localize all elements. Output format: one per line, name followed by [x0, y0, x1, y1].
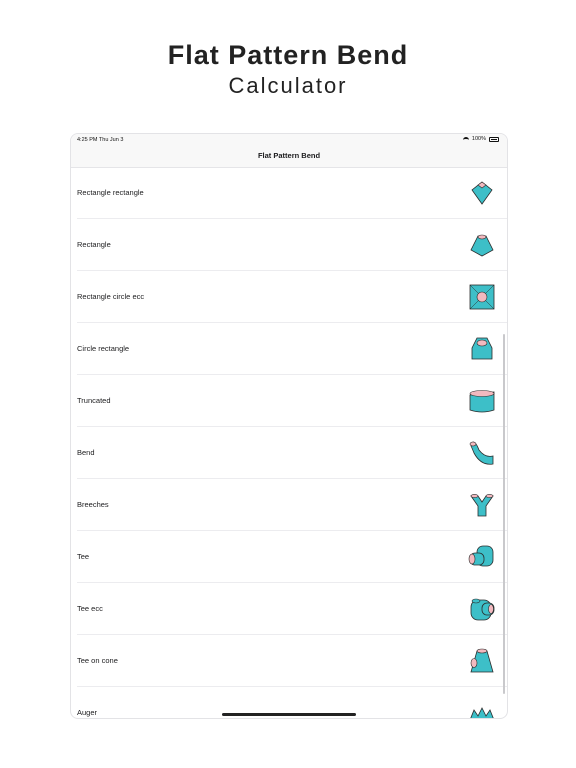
device-screen — [70, 133, 508, 719]
battery-icon — [489, 137, 499, 142]
list-item-tee-on-cone[interactable] — [77, 635, 507, 687]
list-item-label: Bend — [77, 448, 95, 457]
list-item-tee-ecc[interactable] — [77, 583, 507, 635]
list-item-label: Tee — [77, 552, 90, 561]
rectangle-circle-ecc-icon — [467, 282, 497, 312]
shape-list — [71, 167, 507, 719]
truncated-cylinder-icon — [467, 386, 497, 416]
status-time: 4:25 PM Thu Jun 3 — [77, 137, 124, 143]
list-item-rectangle-rectangle[interactable] — [77, 167, 507, 219]
list-item-label: Truncated — [77, 396, 111, 405]
pipe-bend-icon — [467, 438, 497, 468]
list-item-bend[interactable] — [77, 427, 507, 479]
hero-title: Flat Pattern Bend — [167, 40, 409, 70]
scrollbar[interactable] — [503, 334, 505, 694]
list-item-label: Rectangle — [77, 240, 111, 249]
list-item-breeches[interactable] — [77, 479, 507, 531]
list-item-label: Tee ecc — [77, 604, 103, 613]
home-indicator[interactable] — [222, 713, 356, 716]
wifi-icon — [463, 137, 469, 141]
pipe-tee-icon — [467, 542, 497, 572]
circle-to-rectangle-icon — [467, 334, 497, 364]
list-item-label: Rectangle rectangle — [77, 188, 144, 197]
list-item-label: Breeches — [77, 500, 109, 509]
status-bar — [71, 134, 507, 147]
list-item-label: Tee on cone — [77, 656, 118, 665]
list-item-circle-rectangle[interactable] — [77, 323, 507, 375]
auger-icon — [467, 698, 497, 719]
list-item-label: Circle rectangle — [77, 344, 130, 353]
status-indicators — [463, 136, 499, 142]
list-item-truncated[interactable] — [77, 375, 507, 427]
pipe-tee-ecc-icon — [467, 594, 497, 624]
rectangle-transition-icon — [467, 230, 497, 260]
list-item-tee[interactable] — [77, 531, 507, 583]
rectangle-to-rectangle-icon — [467, 178, 497, 208]
list-item-label: Rectangle circle ecc — [77, 292, 145, 301]
battery-percent: 100% — [471, 136, 486, 142]
list-item-rectangle[interactable] — [77, 219, 507, 271]
tee-on-cone-icon — [467, 646, 497, 676]
navigation-bar — [71, 147, 507, 168]
hero-subtitle: Calculator — [228, 73, 348, 98]
nav-title: Flat Pattern Bend — [257, 151, 321, 160]
breeches-icon — [467, 490, 497, 520]
list-item-label: Auger — [77, 708, 98, 717]
list-item-rectangle-circle-ecc[interactable] — [77, 271, 507, 323]
